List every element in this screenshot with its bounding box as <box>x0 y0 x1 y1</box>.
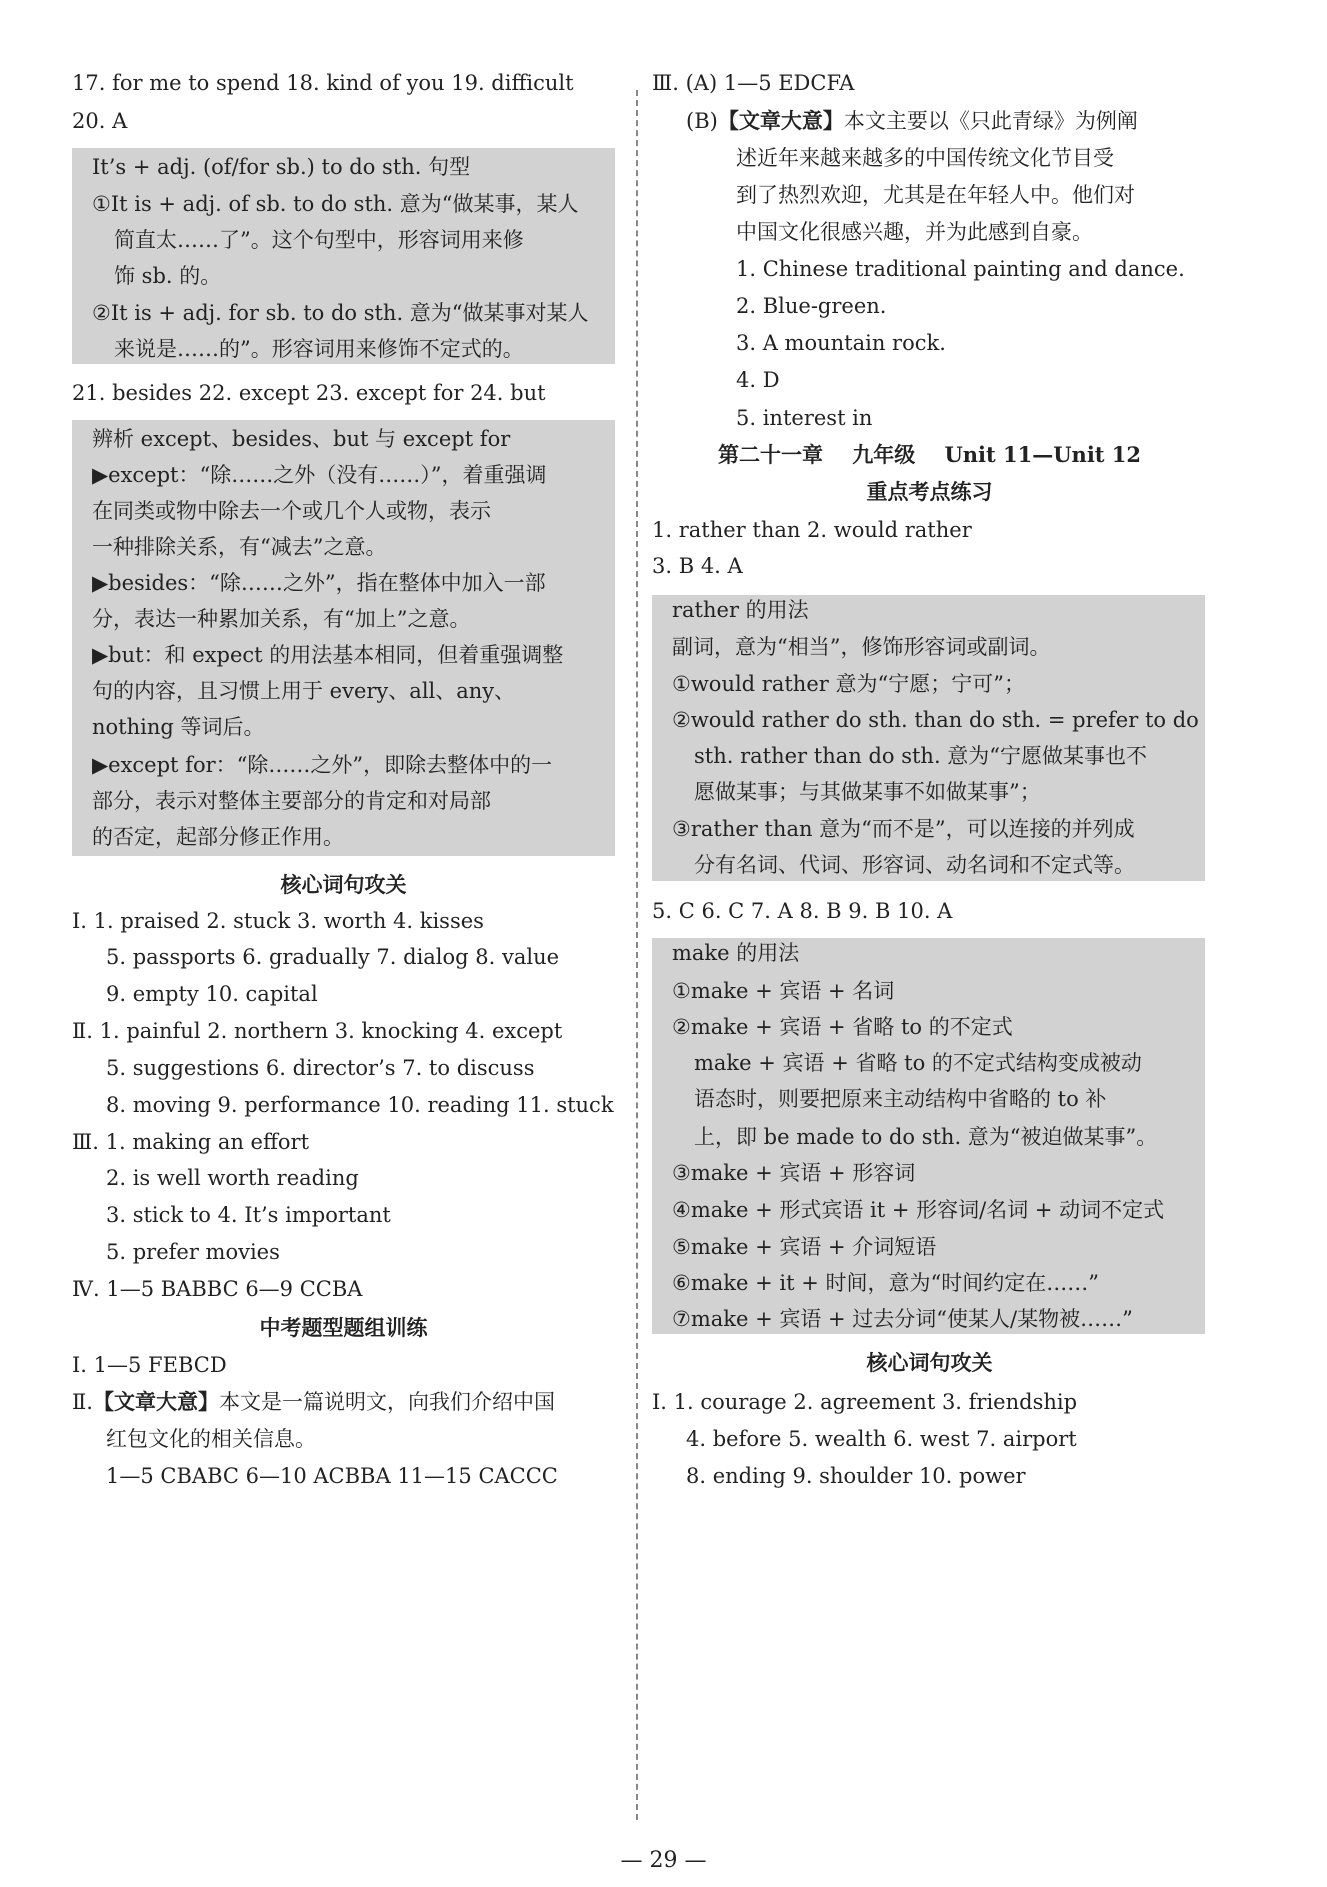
answer-line: 3. A mountain rock. <box>736 331 946 355</box>
note-line: ②It is + adj. for sb. to do sth. 意为“做某事对某人 <box>92 301 589 325</box>
answer-line: 1. rather than 2. would rather <box>652 518 972 542</box>
answer-line: Ⅳ. 1—5 BABBC 6—9 CCBA <box>72 1277 363 1301</box>
note-line: ▶but：和 expect 的用法基本相同，但着重强调整 <box>92 643 564 667</box>
note-line: 在同类或物中除去一个或几个人或物，表示 <box>92 499 491 523</box>
section-heading: 重点考点练习 <box>866 479 993 504</box>
note-line: 辨析 except、besides、but 与 except for <box>92 427 511 451</box>
answer-line: 5. interest in <box>736 406 873 430</box>
note-line: 句的内容，且习惯上用于 every、all、any、 <box>92 679 516 703</box>
note-box-its-adj <box>72 148 615 364</box>
note-line: 分有名词、代词、形容词、动名词和不定式等。 <box>694 853 1135 877</box>
note-line: ▶except for：“除……之外”，即除去整体中的一 <box>92 753 553 777</box>
answer-line: 5. suggestions 6. director’s 7. to discuss <box>106 1056 535 1080</box>
note-line: ⑥make + it + 时间，意为“时间约定在……” <box>672 1271 1099 1295</box>
column-divider <box>636 90 638 1820</box>
answer-line: 3. B 4. A <box>652 554 743 578</box>
page-number: — 29 — <box>620 1848 707 1873</box>
note-line: 一种排除关系，有“减去”之意。 <box>92 535 387 559</box>
answer-line: 1. Chinese traditional painting and dance. <box>736 257 1185 281</box>
note-line: 来说是……的”。形容词用来修饰不定式的。 <box>114 337 524 361</box>
summary-line: 红包文化的相关信息。 <box>106 1427 316 1451</box>
summary-text: 本文主要以《只此青绿》为例阐 <box>843 109 1138 133</box>
summary-tag: 【文章大意】 <box>717 108 844 133</box>
section-heading: 核心词句攻关 <box>280 872 407 897</box>
section-heading: 核心词句攻关 <box>866 1350 993 1375</box>
note-line: make + 宾语 + 省略 to 的不定式结构变成被动 <box>694 1051 1142 1075</box>
summary-line: 中国文化很感兴趣，并为此感到自豪。 <box>736 220 1093 244</box>
note-line: ③make + 宾语 + 形容词 <box>672 1161 916 1185</box>
answer-line: 17. for me to spend 18. kind of you 19. difficult <box>72 71 574 95</box>
chapter-title: 第二十一章 九年级 Unit 11—Unit 12 <box>717 442 1142 467</box>
note-line: rather 的用法 <box>672 598 809 622</box>
note-line: 分，表达一种累加关系，有“加上”之意。 <box>92 607 471 631</box>
section-numeral: Ⅱ. <box>72 1390 93 1414</box>
note-line: 的否定，起部分修正作用。 <box>92 825 344 849</box>
note-line: 饰 sb. 的。 <box>114 264 222 288</box>
answer-line: Ⅱ. 1. painful 2. northern 3. knocking 4. except <box>72 1019 563 1043</box>
note-line: ④make + 形式宾语 it + 形容词/名词 + 动词不定式 <box>672 1198 1165 1222</box>
note-line: ①make + 宾语 + 名词 <box>672 979 895 1003</box>
note-line: ①would rather 意为“宁愿；宁可”； <box>672 672 1025 696</box>
answer-line: 4. before 5. wealth 6. west 7. airport <box>686 1427 1077 1451</box>
note-line: ②make + 宾语 + 省略 to 的不定式 <box>672 1015 1013 1039</box>
answer-line: 2. Blue-green. <box>736 294 887 318</box>
answer-line: 8. moving 9. performance 10. reading 11. stuck <box>106 1093 614 1117</box>
note-box-except-besides <box>72 420 615 856</box>
part-label: (B) <box>686 109 718 133</box>
summary-text: 本文是一篇说明文，向我们介绍中国 <box>218 1390 555 1414</box>
note-box-make <box>652 938 1205 1334</box>
answer-line: 20. A <box>72 109 128 133</box>
note-line: 语态时，则要把原来主动结构中省略的 to 补 <box>694 1087 1107 1111</box>
section-heading: 中考题型题组训练 <box>259 1315 428 1340</box>
note-line: ▶besides：“除……之外”，指在整体中加入一部 <box>92 571 546 595</box>
note-line: ②would rather do sth. than do sth. = prefer to do <box>672 708 1199 732</box>
summary-head <box>686 106 1138 136</box>
answer-line: 5. C 6. C 7. A 8. B 9. B 10. A <box>652 899 953 923</box>
note-line: ⑤make + 宾语 + 介词短语 <box>672 1235 937 1259</box>
note-line: 愿做某事；与其做某事不如做某事”； <box>694 780 1041 804</box>
note-line: 副词，意为“相当”，修饰形容词或副词。 <box>672 635 1051 659</box>
answer-line: Ⅰ. 1—5 FEBCD <box>72 1353 227 1377</box>
answer-line: 3. stick to 4. It’s important <box>106 1203 391 1227</box>
answer-line: Ⅲ. (A) 1—5 EDCFA <box>652 71 855 95</box>
note-line: ▶except：“除……之外（没有……）”，着重强调 <box>92 463 547 487</box>
note-line: 上，即 be made to do sth. 意为“被迫做某事”。 <box>694 1125 1158 1149</box>
answer-line: 8. ending 9. shoulder 10. power <box>686 1464 1026 1488</box>
answer-line: Ⅰ. 1. courage 2. agreement 3. friendship <box>652 1390 1078 1414</box>
note-line: sth. rather than do sth. 意为“宁愿做某事也不 <box>694 744 1148 768</box>
note-box-rather <box>652 595 1205 881</box>
answer-line: Ⅲ. 1. making an effort <box>72 1130 310 1154</box>
note-line: make 的用法 <box>672 941 800 965</box>
answer-line: 5. prefer movies <box>106 1240 280 1264</box>
note-line: It’s + adj. (of/for sb.) to do sth. 句型 <box>92 155 471 179</box>
answer-line: 21. besides 22. except 23. except for 24. but <box>72 381 546 405</box>
note-line: nothing 等词后。 <box>92 715 265 739</box>
note-line: 部分，表示对整体主要部分的肯定和对局部 <box>92 789 491 813</box>
summary-line: 到了热烈欢迎，尤其是在年轻人中。他们对 <box>736 183 1135 207</box>
note-line: ⑦make + 宾语 + 过去分词“使某人/某物被……” <box>672 1307 1133 1331</box>
summary-tag: 【文章大意】 <box>92 1389 219 1414</box>
answer-line: 5. passports 6. gradually 7. dialog 8. value <box>106 945 560 969</box>
summary-line: 述近年来越来越多的中国传统文化节目受 <box>736 146 1114 170</box>
answer-line <box>72 1387 555 1417</box>
answer-line: 4. D <box>736 368 780 392</box>
answer-line: 1—5 CBABC 6—10 ACBBA 11—15 CACCC <box>106 1464 558 1488</box>
answer-line: 2. is well worth reading <box>106 1166 359 1190</box>
note-line: ①It is + adj. of sb. to do sth. 意为“做某事，某人 <box>92 192 579 216</box>
note-line: ③rather than 意为“而不是”，可以连接的并列成 <box>672 817 1135 841</box>
answer-line: Ⅰ. 1. praised 2. stuck 3. worth 4. kisses <box>72 909 484 933</box>
answer-line: 9. empty 10. capital <box>106 982 318 1006</box>
note-line: 简直太……了”。这个句型中，形容词用来修 <box>114 228 524 252</box>
